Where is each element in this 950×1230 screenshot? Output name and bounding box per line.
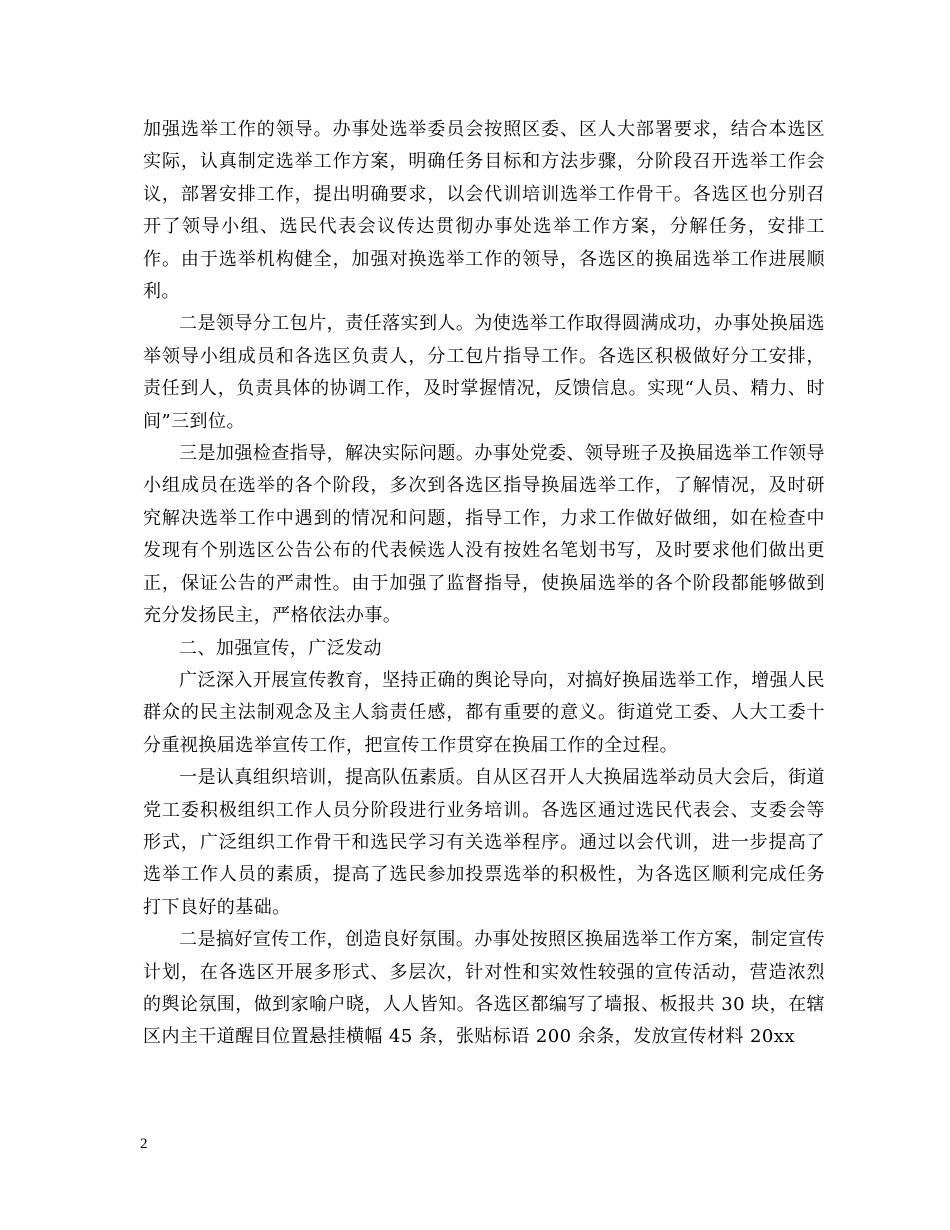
page-number: 2 xyxy=(140,1136,148,1152)
paragraph-publicity-work: 二是搞好宣传工作，创造良好氛围。办事处按照区换届选举工作方案，制定宣传计划，在各选区开展多形式、多层次，针对性和实效性较强的宣传活动，营造浓烈的舆论氛围，做到家喻户晓，人人皆知。各选区都编写了墙报、板报共 30 块，在辖区内主干道醒目位置悬挂横幅 45 条，张贴标语 200 余条，发放宣传材料 20xx xyxy=(143,929,825,1048)
paragraph-training: 一是认真组织培训，提高队伍素质。自从区召开人大换届选举动员大会后，街道党工委积极组织工作人员分阶段进行业务培训。各选区通过选民代表会、支委会等形式，广泛组织工作骨干和选民学习有关选举程序。通过以会代训，进一步提高了选举工作人员的素质，提高了选民参加投票选举的积极性，为各选区顺利完成任务打下良好的基础。 xyxy=(143,767,825,918)
paragraph-division-of-labor: 二是领导分工包片，责任落实到人。为使选举工作取得圆满成功，办事处换届选举领导小组成员和各选区负责人，分工包片指导工作。各选区积极做好分工安排，责任到人，负责具体的协调工作，及时掌握情况，反馈信息。实现“人员、精力、时间”三到位。 xyxy=(143,313,825,432)
body-text xyxy=(143,114,825,1054)
paragraph-election-leadership: 加强选举工作的领导。办事处选举委员会按照区委、区人大部署要求，结合本选区实际，认真制定选举工作方案，明确任务目标和方法步骤，分阶段召开选举工作会议，部署安排工作，提出明确要求，以会代训培训选举工作骨干。各选区也分别召开了领导小组、选民代表会议传达贯彻办事处选举工作方案，分解任务，安排工作。由于选举机构健全，加强对换选举工作的领导，各选区的换届选举工作进展顺利。 xyxy=(143,119,825,303)
paragraph-publicity-education: 广泛深入开展宣传教育，坚持正确的舆论导向，对搞好换届选举工作，增强人民群众的民主法制观念及主人翁责任感，都有重要的意义。街道党工委、人大工委十分重视换届选举宣传工作，把宣传工作贯穿在换届工作的全过程。 xyxy=(143,669,825,756)
section-heading-publicity: 二、加强宣传，广泛发动 xyxy=(179,637,382,659)
paragraph-inspection-guidance: 三是加强检查指导，解决实际问题。办事处党委、领导班子及换届选举工作领导小组成员在选举的各个阶段，多次到各选区指导换届选举工作，了解情况，及时研究解决选举工作中遇到的情况和问题，指导工作，力求工作做好做细，如在检查中发现有个别选区公告公布的代表候选人没有按姓名笔划书写，及时要求他们做出更正，保证公告的严肃性。由于加强了监督指导，使换届选举的各个阶段都能够做到充分发扬民主，严格依法办事。 xyxy=(143,443,825,627)
